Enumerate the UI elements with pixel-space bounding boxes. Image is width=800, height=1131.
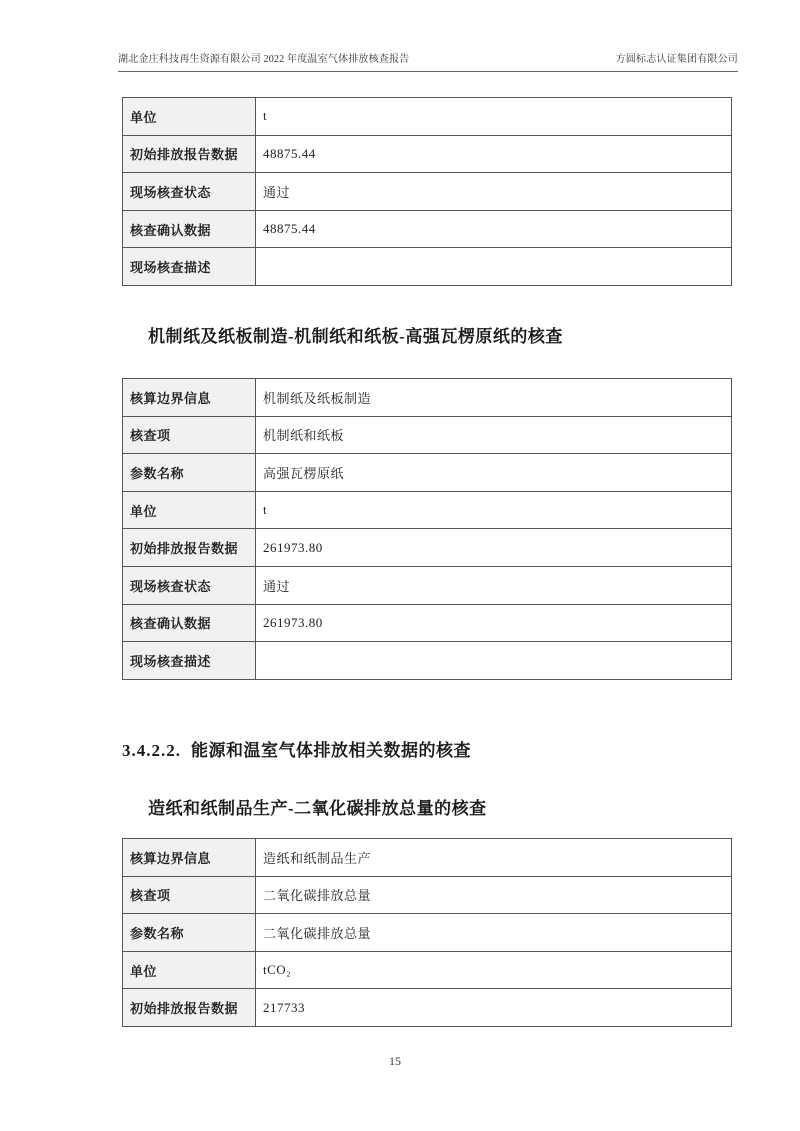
table3-heading: 造纸和纸制品生产-二氧化碳排放总量的核查 [148,799,487,818]
verification-table-1 [122,97,732,286]
row-value-cell: 高强瓦楞原纸 [256,454,732,492]
table-row [123,566,732,604]
row-value-cell: 261973.80 [256,604,732,642]
row-label-cell: 现场核查状态 [123,566,256,604]
table-row [123,210,732,248]
row-value-cell [256,642,732,680]
table-row [123,379,732,417]
row-label-cell: 核算边界信息 [123,379,256,417]
row-label-cell: 单位 [123,951,256,989]
row-label-cell: 单位 [123,98,256,136]
row-label-cell: 核查确认数据 [123,604,256,642]
row-label-cell: 参数名称 [123,914,256,952]
row-label-cell: 单位 [123,491,256,529]
row-label-cell: 现场核查描述 [123,642,256,680]
row-label-cell: 初始排放报告数据 [123,135,256,173]
row-value-cell: 二氧化碳排放总量 [256,876,732,914]
row-value-cell: 48875.44 [256,210,732,248]
row-label-cell: 核查确认数据 [123,210,256,248]
running-header [118,50,738,72]
row-label-cell: 现场核查描述 [123,248,256,286]
table-row [123,529,732,567]
row-value-cell: tCO₂ [256,951,732,989]
table-row [123,98,732,136]
header-right-text: 方圆标志认证集团有限公司 [615,54,738,65]
row-value-cell: t [256,98,732,136]
header-left-text: 湖北金庄科技再生资源有限公司 2022 年度温室气体排放核查报告 [118,54,410,65]
table-row [123,248,732,286]
section-title: 能源和温室气体排放相关数据的核查 [191,741,471,760]
verification-table-3 [122,838,732,1027]
table-row [123,604,732,642]
table-row [123,135,732,173]
section-heading-3-4-2-2 [122,736,471,761]
page-number: 15 [389,1054,401,1068]
table-row [123,951,732,989]
row-value-cell: 造纸和纸制品生产 [256,839,732,877]
row-value-cell: 48875.44 [256,135,732,173]
section-number: 3.4.2.2. [122,741,181,760]
row-label-cell: 初始排放报告数据 [123,529,256,567]
table-row [123,491,732,529]
verification-table-2 [122,378,732,680]
row-value-cell [256,248,732,286]
row-label-cell: 核查项 [123,416,256,454]
row-value-cell: 217733 [256,989,732,1027]
row-value-cell: 机制纸和纸板 [256,416,732,454]
table-row [123,454,732,492]
row-value-cell: 通过 [256,173,732,211]
row-label-cell: 现场核查状态 [123,173,256,211]
table-row [123,839,732,877]
row-value-cell: 二氧化碳排放总量 [256,914,732,952]
row-label-cell: 核算边界信息 [123,839,256,877]
row-label-cell: 核查项 [123,876,256,914]
row-label-cell: 初始排放报告数据 [123,989,256,1027]
table-row [123,914,732,952]
table-row [123,173,732,211]
table-row [123,876,732,914]
table-row [123,642,732,680]
row-value-cell: 机制纸及纸板制造 [256,379,732,417]
table-row [123,989,732,1027]
row-value-cell: 通过 [256,566,732,604]
row-label-cell: 参数名称 [123,454,256,492]
table-row [123,416,732,454]
row-value-cell: 261973.80 [256,529,732,567]
row-value-cell: t [256,491,732,529]
table2-heading: 机制纸及纸板制造-机制纸和纸板-高强瓦楞原纸的核查 [148,327,563,346]
